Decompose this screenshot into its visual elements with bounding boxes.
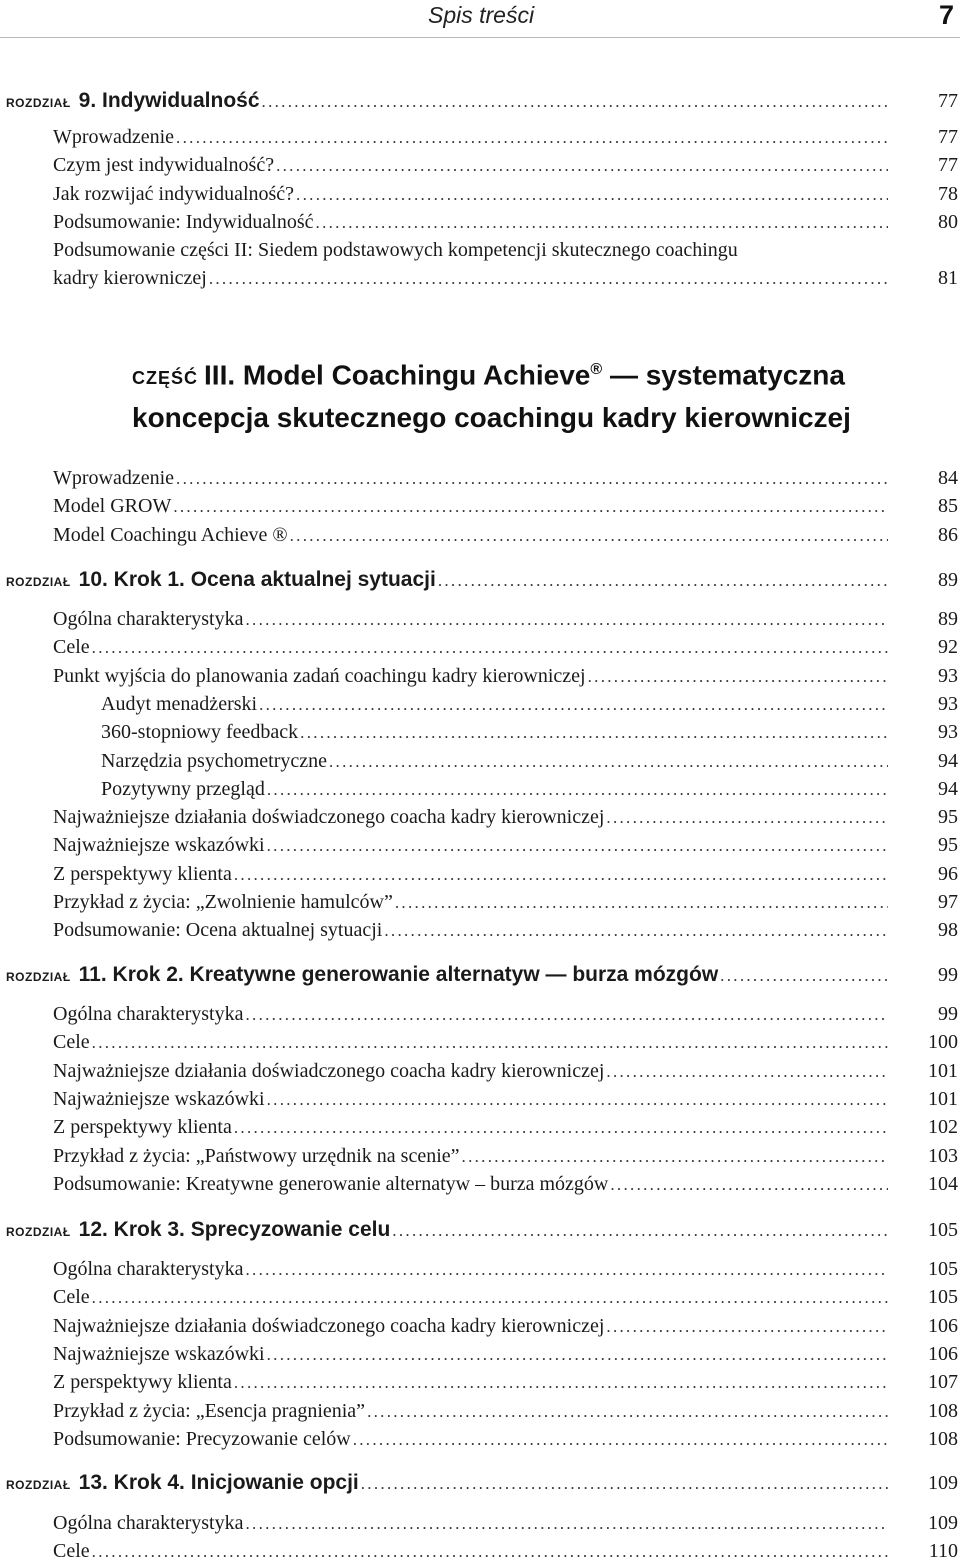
entry-text: Z perspektywy klienta — [53, 1371, 232, 1394]
toc-entry[interactable] — [0, 522, 960, 548]
dot-leader — [245, 607, 888, 632]
entry-page: 94 — [938, 777, 958, 800]
entry-page: 93 — [938, 721, 958, 744]
page-number: 7 — [938, 0, 954, 30]
dot-leader — [234, 862, 888, 887]
toc-entry[interactable] — [0, 691, 960, 717]
toc-entry[interactable] — [0, 181, 960, 207]
entry-page: 104 — [928, 1172, 958, 1195]
dot-leader — [92, 1539, 888, 1564]
entry-text: Cele — [53, 1031, 90, 1054]
entry-text: Podsumowanie: Kreatywne generowanie alternatyw – burza mózgów — [53, 1172, 609, 1195]
entry-text: Najważniejsze działania doświadczonego coacha kadry kierowniczej — [53, 1314, 605, 1337]
dot-leader — [267, 833, 888, 858]
entry-text: Ogólna charakterystyka — [53, 1258, 244, 1280]
chapter-title: 9. Indywidualność — [78, 89, 260, 112]
entry-page: 103 — [928, 1144, 958, 1167]
dot-leader — [300, 720, 888, 745]
toc-entry[interactable] — [0, 1001, 960, 1027]
dot-leader — [329, 749, 888, 774]
dot-leader — [234, 1115, 888, 1140]
entry-text: Audyt menadżerski — [101, 692, 258, 715]
entry-page: 95 — [938, 834, 958, 857]
chapter-keyword: ROZDZIAŁ — [6, 1478, 71, 1492]
chapter-title: 13. Krok 4. Inicjowanie opcji — [78, 1471, 359, 1494]
toc-entry[interactable] — [0, 1398, 960, 1424]
entry-text: Narzędzia psychometryczne — [101, 749, 327, 772]
entry-text: Ogólna charakterystyka — [53, 608, 244, 630]
entry-page: 106 — [928, 1342, 958, 1365]
entry-text: Ogólna charakterystyka — [53, 1512, 244, 1534]
part-title-line2: koncepcja skutecznego coachingu kadry kierowniczej — [132, 402, 851, 434]
entry-page: 92 — [938, 636, 958, 659]
toc-entry[interactable] — [0, 1029, 960, 1055]
toc-entry[interactable] — [0, 917, 960, 943]
dot-leader — [606, 1314, 888, 1339]
entry-text: Wprowadzenie — [53, 126, 175, 148]
dot-leader — [462, 1144, 888, 1169]
entry-page: 95 — [938, 806, 958, 829]
entry-page: 93 — [938, 692, 958, 715]
toc-entry[interactable] — [0, 1058, 960, 1084]
header-rule — [0, 37, 960, 38]
entry-page: 102 — [928, 1116, 958, 1139]
entry-text: Przykład z życia: „Zwolnienie hamulców” — [53, 891, 393, 913]
entry-page: 89 — [938, 608, 958, 630]
chapter-keyword: ROZDZIAŁ — [6, 96, 71, 110]
dot-leader — [316, 210, 888, 235]
toc-entry[interactable] — [0, 804, 960, 830]
entry-text: Najważniejsze wskazówki — [53, 1342, 265, 1365]
dot-leader — [267, 1087, 888, 1112]
dot-leader — [290, 523, 888, 548]
dot-leader — [267, 1342, 888, 1367]
entry-text: Wprowadzenie — [53, 467, 175, 489]
part-title-dash: — systematyczna — [602, 359, 845, 391]
chapter-page: 109 — [928, 1472, 958, 1494]
entry-page: 109 — [928, 1512, 958, 1534]
entry-text: Najważniejsze działania doświadczonego coacha kadry kierowniczej — [53, 1059, 605, 1082]
chapter-9-heading[interactable] — [0, 88, 960, 114]
toc-entry[interactable] — [0, 1143, 960, 1169]
chapter-title: 11. Krok 2. Kreatywne generowanie alternatyw — burza mózgów — [78, 963, 719, 986]
dot-leader — [606, 1059, 888, 1084]
entry-page: 86 — [938, 523, 958, 546]
toc-entry[interactable] — [0, 663, 960, 689]
toc-entry[interactable] — [0, 634, 960, 660]
entry-page: 99 — [938, 1003, 958, 1025]
toc-entry[interactable] — [0, 1171, 960, 1197]
toc-entry[interactable] — [0, 889, 960, 915]
dot-leader — [395, 890, 888, 915]
entry-text: Podsumowanie: Precyzowanie celów — [53, 1427, 351, 1450]
toc-entry[interactable] — [0, 1369, 960, 1395]
entry-page: 110 — [928, 1540, 958, 1563]
summary-part-2-line1[interactable]: Podsumowanie części II: Siedem podstawowych kompetencji skutecznego coachingu — [53, 239, 738, 261]
toc-entry[interactable] — [0, 1086, 960, 1112]
toc-entry[interactable] — [0, 465, 960, 491]
entry-page: 96 — [938, 862, 958, 885]
toc-entry[interactable] — [0, 1114, 960, 1140]
dot-leader — [245, 1002, 888, 1027]
entry-text: 360-stopniowy feedback — [101, 721, 299, 744]
dot-leader — [276, 153, 888, 178]
toc-entry[interactable] — [0, 1313, 960, 1339]
entry-page: 107 — [928, 1371, 958, 1394]
toc-entry[interactable] — [0, 1510, 960, 1536]
entry-text: Pozytywny przegląd — [101, 777, 265, 800]
entry-page: 77 — [938, 154, 958, 177]
chapter-12-heading[interactable] — [0, 1217, 960, 1243]
dot-leader — [610, 1172, 888, 1197]
entry-page: 94 — [938, 749, 958, 772]
dot-leader — [259, 692, 888, 717]
entry-text: Cele — [53, 636, 90, 659]
dot-leader — [176, 125, 888, 150]
dot-leader — [353, 1427, 888, 1452]
entry-text: Najważniejsze działania doświadczonego coacha kadry kierowniczej — [53, 806, 605, 829]
chapter-10-heading[interactable] — [0, 567, 960, 593]
entry-text: Przykład z życia: „Państwowy urzędnik na scenie” — [53, 1144, 460, 1167]
entry-text: Punkt wyjścia do planowania zadań coachingu kadry kierowniczej — [53, 664, 586, 687]
entry-page: 100 — [928, 1031, 958, 1054]
entry-page: 85 — [938, 495, 958, 518]
entry-text: Podsumowanie: Ocena aktualnej sytuacji — [53, 919, 383, 942]
chapter-page: 89 — [938, 569, 958, 591]
entry-text: kadry kierowniczej — [53, 267, 207, 289]
toc-entry[interactable] — [0, 776, 960, 802]
dot-leader — [92, 1030, 888, 1055]
entry-page: 98 — [938, 919, 958, 942]
dot-leader — [588, 664, 888, 689]
dot-leader — [296, 182, 888, 207]
entry-text: Najważniejsze wskazówki — [53, 1087, 265, 1110]
entry-text: Ogólna charakterystyka — [53, 1003, 244, 1025]
entry-text: Cele — [53, 1540, 90, 1563]
toc-entry[interactable] — [0, 748, 960, 774]
entry-page: 80 — [938, 210, 958, 233]
dot-leader — [176, 466, 888, 491]
chapter-title: 12. Krok 3. Sprecyzowanie celu — [78, 1218, 391, 1241]
toc-entry[interactable] — [0, 1426, 960, 1452]
running-title: Spis treści — [428, 2, 535, 28]
entry-text: Z perspektywy klienta — [53, 862, 232, 885]
entry-text: Czym jest indywidualność? — [53, 154, 275, 177]
entry-page: 77 — [938, 126, 958, 148]
dot-leader — [606, 805, 888, 830]
toc-entry[interactable] — [0, 124, 960, 150]
entry-text: Podsumowanie: Indywidualność — [53, 210, 314, 233]
entry-page: 105 — [928, 1258, 958, 1280]
chapter-page: 77 — [938, 90, 958, 112]
entry-text: Cele — [53, 1286, 90, 1309]
toc-entry[interactable] — [0, 832, 960, 858]
part-title-line1: III. Model Coachingu Achieve — [204, 359, 591, 391]
entry-page: 108 — [928, 1399, 958, 1422]
entry-text: Jak rozwijać indywidualność? — [53, 182, 295, 205]
entry-text: Model GROW — [53, 495, 172, 518]
chapter-keyword: ROZDZIAŁ — [6, 1225, 71, 1239]
entry-page: 105 — [928, 1286, 958, 1309]
entry-page: 108 — [928, 1427, 958, 1450]
toc-entry[interactable] — [0, 209, 960, 235]
dot-leader — [384, 918, 888, 943]
entry-text: Model Coachingu Achieve ® — [53, 523, 288, 546]
entry-page: 101 — [928, 1059, 958, 1082]
chapter-title: 10. Krok 1. Ocena aktualnej sytuacji — [78, 568, 436, 591]
dot-leader — [245, 1511, 888, 1536]
dot-leader — [367, 1399, 888, 1424]
entry-page: 84 — [938, 467, 958, 489]
entry-text: Przykład z życia: „Esencja pragnienia” — [53, 1399, 366, 1422]
registered-mark: ® — [590, 361, 603, 378]
toc-entry[interactable] — [0, 606, 960, 632]
toc-entry[interactable] — [0, 1341, 960, 1367]
dot-leader — [173, 494, 888, 519]
toc-entry[interactable] — [0, 1256, 960, 1282]
toc-entry[interactable] — [0, 493, 960, 519]
entry-page: 97 — [938, 891, 958, 913]
dot-leader — [267, 777, 888, 802]
page-header — [0, 0, 960, 40]
chapter-keyword: ROZDZIAŁ — [6, 970, 71, 984]
chapter-11-heading[interactable] — [0, 962, 960, 988]
dot-leader — [234, 1370, 888, 1395]
entry-page: 93 — [938, 664, 958, 687]
chapter-13-heading[interactable] — [0, 1470, 960, 1496]
part-3-heading[interactable] — [132, 350, 892, 438]
part-keyword: CZĘŚĆ — [132, 368, 199, 389]
toc-entry[interactable] — [0, 719, 960, 745]
entry-text: Najważniejsze wskazówki — [53, 834, 265, 857]
toc-entry[interactable] — [0, 152, 960, 178]
toc-entry[interactable] — [0, 861, 960, 887]
entry-page: 78 — [938, 182, 958, 205]
chapter-keyword: ROZDZIAŁ — [6, 575, 71, 589]
dot-leader — [92, 635, 888, 660]
entry-page: 106 — [928, 1314, 958, 1337]
entry-page: 101 — [928, 1087, 958, 1110]
toc-entry[interactable] — [0, 1284, 960, 1310]
toc-entry[interactable] — [0, 1538, 960, 1564]
dot-leader — [92, 1285, 888, 1310]
chapter-page: 99 — [938, 964, 958, 986]
entry-text: Z perspektywy klienta — [53, 1116, 232, 1139]
dot-leader — [245, 1257, 888, 1282]
summary-part-2[interactable] — [0, 265, 960, 291]
chapter-page: 105 — [928, 1219, 958, 1241]
entry-page: 81 — [938, 267, 958, 289]
